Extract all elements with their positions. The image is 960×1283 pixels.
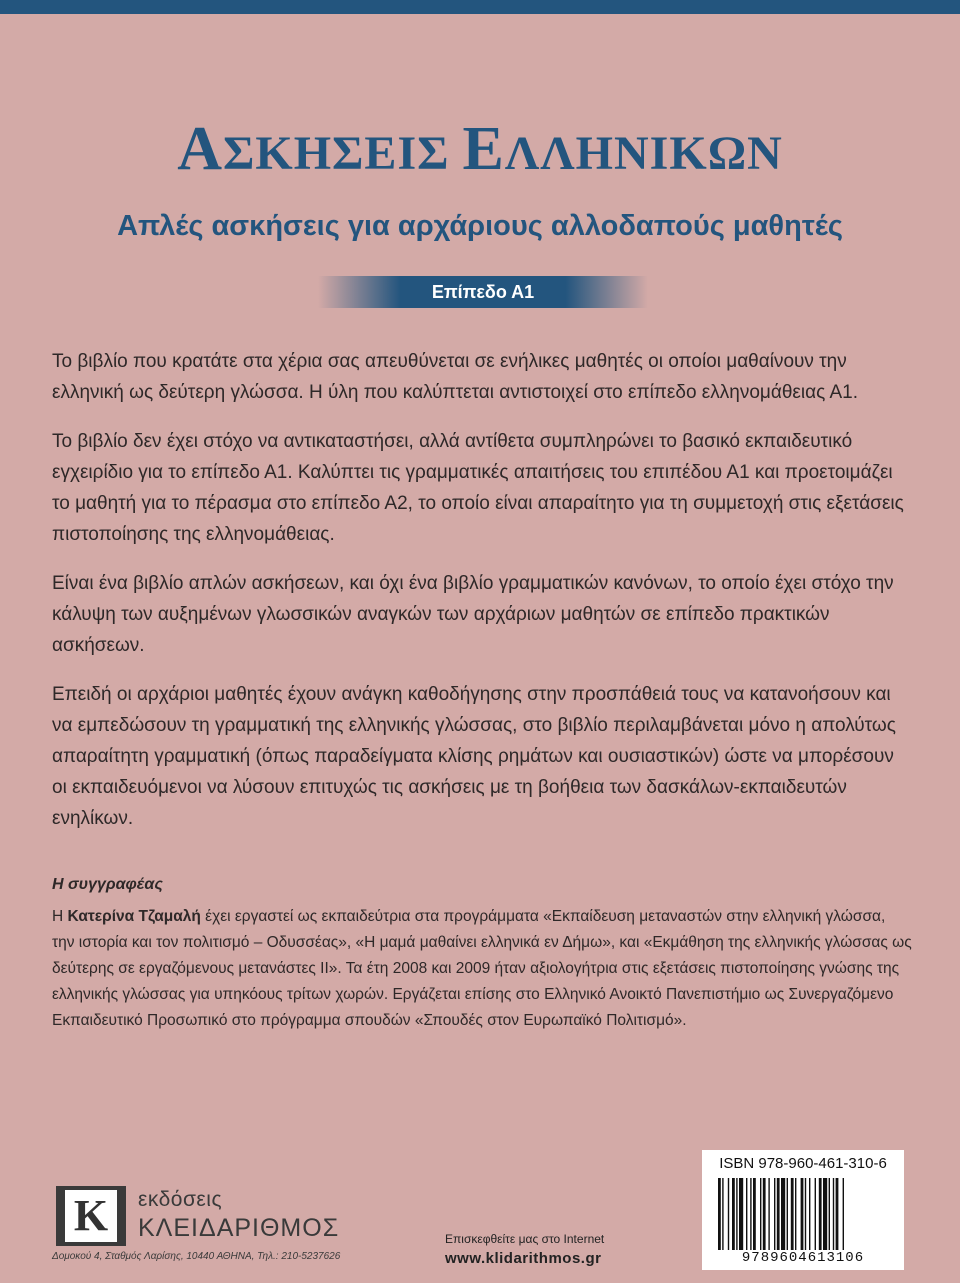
- barcode-bar: [768, 1178, 769, 1250]
- website-link[interactable]: www.klidarithmos.gr: [445, 1250, 602, 1267]
- barcode-bar: [739, 1178, 743, 1250]
- barcode-bar: [809, 1178, 810, 1250]
- barcode-bar: [777, 1178, 780, 1250]
- barcode-bar: [736, 1178, 737, 1250]
- barcode-bar: [815, 1178, 816, 1250]
- barcode-bar: [805, 1178, 806, 1250]
- author-name: Κατερίνα Τζαμαλή: [67, 908, 201, 925]
- book-title: [0, 115, 960, 183]
- paragraph: Επειδή οι αρχάριοι μαθητές έχουν ανάγκη καθοδήγησης στην προσπάθειά τους να κατανοήσουν και να εμπεδώσουν τη γραμματική της ελληνικής γλώσσας, στο βιβλίο περιλαμβάνεται μόνο η απολύτως απαραίτητη γραμματική (όπως παραδείγματα κλίσης ρημάτων και ουσιαστικών) ώστε να μπορέσουν οι εκπαιδευόμενοι να λύσουν επιτυχώς τις ασκήσεις με τη βοήθεια των δασκάλων-εκπαιδευτών ενηλίκων.: [52, 684, 896, 829]
- publisher-logo: [56, 1186, 126, 1246]
- isbn-label: ISBN 978-960-461-310-6: [719, 1155, 887, 1172]
- barcode-bar: [774, 1178, 775, 1250]
- barcode-bar: [829, 1178, 830, 1250]
- author-prefix: Η: [52, 908, 68, 925]
- top-border: [0, 0, 960, 14]
- visit-text: Επισκεφθείτε μας στο Internet: [445, 1232, 605, 1246]
- barcode-bar: [728, 1178, 729, 1250]
- book-subtitle: Απλές ασκήσεις για αρχάριους αλλοδαπούς μαθητές: [117, 210, 843, 242]
- level-banner: Επίπεδο Α1: [318, 276, 648, 308]
- barcode-number: 9789604613106: [741, 1250, 865, 1266]
- isbn-box: [702, 1150, 904, 1270]
- barcode-bar: [787, 1178, 788, 1250]
- barcode-bar: [718, 1178, 721, 1250]
- barcode-bar: [781, 1178, 785, 1250]
- barcode-bar: [791, 1178, 794, 1250]
- barcode-bar: [732, 1178, 735, 1250]
- description: [52, 346, 912, 852]
- title-initial-2: Ε: [462, 115, 505, 183]
- publisher-line-1: εκδόσεις: [138, 1188, 223, 1211]
- title-rest-1: ΣΚΗΣΕΙΣ: [222, 127, 463, 180]
- author-heading: Η συγγραφέας: [52, 876, 163, 893]
- publisher-address: Δομοκού 4, Σταθμός Λαρίσης, 10440 ΑΘΗΝΑ, Τηλ.: 210-5237626: [52, 1251, 341, 1262]
- barcode-bar: [801, 1178, 804, 1250]
- barcode-bar: [763, 1178, 766, 1250]
- author-bio: [52, 904, 912, 1034]
- barcode-bar: [819, 1178, 822, 1250]
- barcode-bar: [795, 1178, 796, 1250]
- paragraph: Το βιβλίο δεν έχει στόχο να αντικαταστήσει, αλλά αντίθετα συμπληρώνει το βασικό εκπαιδευτικό εγχειρίδιο για το επίπεδο Α1. Καλύπτει τις γραμματικές απαιτήσεις του επιπέδου Α1 και προετοιμάζει το μαθητή για το πέρασμα στο επίπεδο Α2, το οποίο είναι απαραίτητο για τη συμμετοχή στις εξετάσεις πιστοποίησης της ελληνομάθειας.: [52, 431, 904, 545]
- author-bio-text: έχει εργαστεί ως εκπαιδεύτρια στα προγράμματα «Εκπαίδευση μεταναστών στην ελληνική γλώσσα, την ιστορία και τον πολιτισμό – Οδυσσέας», «Η μαμά μαθαίνει ελληνικά εν Δήμω», και «Εκμάθηση της ελληνικής γλώσσας ως δεύτερης σε εργαζόμενους μετανάστες ΙΙ». Τα έτη 2008 και 2009 ήταν αξιολογήτρια στις εξετάσεις πιστοποίησης γνώσης της ελληνικής γλώσσας για υπηκόους τρίτων χωρών. Εργάζεται επίσης στο Ελληνικό Ανοικτό Πανεπιστήμιο ως Συνεργαζόμενο Εκπαιδευτικό Προσωπικό στο πρόγραμμα σπουδών «Σπουδές στον Ευρωπαϊκό Πολιτισμό».: [52, 908, 912, 1029]
- logo-letter: K: [65, 1190, 117, 1242]
- barcode-bar: [823, 1178, 827, 1250]
- barcode-bar: [746, 1178, 747, 1250]
- publisher-name: ΚΛΕΙΔΑΡΙΘΜΟΣ: [138, 1214, 340, 1242]
- barcode-bar: [753, 1178, 756, 1250]
- barcode-bar: [833, 1178, 834, 1250]
- barcode-bar: [843, 1178, 844, 1250]
- title-initial-1: Α: [177, 115, 223, 183]
- barcode-bar: [760, 1178, 761, 1250]
- barcode-bar: [750, 1178, 751, 1250]
- paragraph: Είναι ένα βιβλίο απλών ασκήσεων, και όχι ένα βιβλίο γραμματικών κανόνων, το οποίο έχει στόχο την κάλυψη των αυξημένων γλωσσικών αναγκών των αρχάριων μαθητών σε επίπεδο πρακτικών ασκήσεων.: [52, 573, 894, 656]
- barcode-bar: [836, 1178, 839, 1250]
- barcode-bar: [722, 1178, 723, 1250]
- barcode: [716, 1178, 892, 1250]
- paragraph: Το βιβλίο που κρατάτε στα χέρια σας απευθύνεται σε ενήλικες μαθητές οι οποίοι μαθαίνουν την ελληνική ως δεύτερη γλώσσα. Η ύλη που καλύπτεται αντιστοιχεί στο επίπεδο ελληνομάθειας Α1.: [52, 351, 858, 403]
- title-rest-2: ΛΛΗΝΙΚΩΝ: [504, 127, 783, 180]
